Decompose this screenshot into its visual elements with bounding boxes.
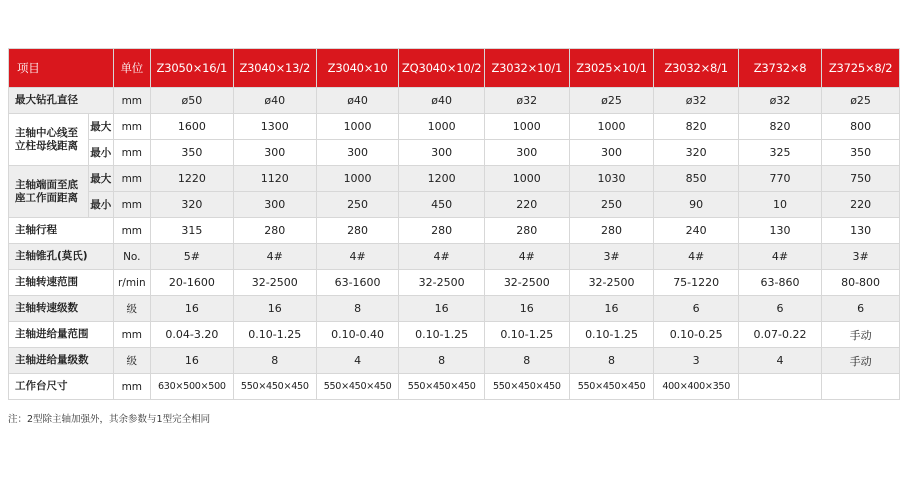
value-cell: 6 — [654, 296, 739, 322]
sub-label: 最小 — [88, 140, 113, 166]
value-cell: 280 — [484, 218, 569, 244]
table-row — [9, 374, 900, 400]
value-cell: 63-1600 — [316, 270, 399, 296]
value-cell: ø50 — [150, 88, 233, 114]
value-cell: 20-1600 — [150, 270, 233, 296]
header-model: Z3040×10 — [316, 49, 399, 88]
row-label: 主轴进给量范围 — [9, 322, 114, 348]
header-model: Z3732×8 — [738, 49, 821, 88]
row-label: 主轴行程 — [9, 218, 114, 244]
value-cell: 1220 — [150, 166, 233, 192]
value-cell: 16 — [484, 296, 569, 322]
value-cell — [822, 374, 900, 400]
value-cell: 450 — [399, 192, 485, 218]
value-cell: 4# — [233, 244, 316, 270]
value-cell: 0.10-0.40 — [316, 322, 399, 348]
value-cell — [738, 374, 821, 400]
value-cell: 32-2500 — [569, 270, 654, 296]
header-unit: 单位 — [113, 49, 150, 88]
table-row — [9, 88, 900, 114]
value-cell: 0.07-0.22 — [738, 322, 821, 348]
value-cell: 1120 — [233, 166, 316, 192]
value-cell: 280 — [316, 218, 399, 244]
value-cell: 8 — [484, 348, 569, 374]
spec-table-wrapper — [8, 48, 900, 400]
table-row — [9, 218, 900, 244]
row-label: 主轴进给量级数 — [9, 348, 114, 374]
header-item: 项目 — [9, 49, 114, 88]
value-cell: 1000 — [569, 114, 654, 140]
value-cell: 800 — [822, 114, 900, 140]
value-cell: 3# — [569, 244, 654, 270]
row-label: 最大钻孔直径 — [9, 88, 114, 114]
header-model: Z3025×10/1 — [569, 49, 654, 88]
table-row — [9, 348, 900, 374]
value-cell: 3# — [822, 244, 900, 270]
value-cell: 130 — [738, 218, 821, 244]
header-model: Z3032×8/1 — [654, 49, 739, 88]
header-model: Z3040×13/2 — [233, 49, 316, 88]
value-cell: 1000 — [316, 166, 399, 192]
sub-label: 最小 — [88, 192, 113, 218]
table-row — [9, 140, 900, 166]
header-row — [9, 49, 900, 88]
value-cell: 8 — [316, 296, 399, 322]
value-cell: 80-800 — [822, 270, 900, 296]
row-label: 主轴端面至底座工作面距离 — [9, 166, 89, 218]
table-row — [9, 322, 900, 348]
unit-cell: mm — [113, 374, 150, 400]
unit-cell: r/min — [113, 270, 150, 296]
value-cell: 16 — [569, 296, 654, 322]
value-cell: 4# — [316, 244, 399, 270]
value-cell: 4 — [316, 348, 399, 374]
value-cell: 750 — [822, 166, 900, 192]
value-cell: ø40 — [316, 88, 399, 114]
value-cell: 300 — [484, 140, 569, 166]
unit-cell: mm — [113, 166, 150, 192]
table-row — [9, 114, 900, 140]
unit-cell: mm — [113, 218, 150, 244]
value-cell: 820 — [654, 114, 739, 140]
value-cell: 5# — [150, 244, 233, 270]
value-cell: 32-2500 — [484, 270, 569, 296]
sub-label: 最大 — [88, 166, 113, 192]
value-cell: 63-860 — [738, 270, 821, 296]
unit-cell: 级 — [113, 348, 150, 374]
value-cell: 0.10-1.25 — [569, 322, 654, 348]
value-cell: ø40 — [233, 88, 316, 114]
value-cell: 325 — [738, 140, 821, 166]
value-cell: 280 — [569, 218, 654, 244]
value-cell: 手动 — [822, 348, 900, 374]
value-cell: 1000 — [316, 114, 399, 140]
value-cell: 1300 — [233, 114, 316, 140]
header-model: ZQ3040×10/2 — [399, 49, 485, 88]
value-cell: 300 — [233, 192, 316, 218]
value-cell: 16 — [399, 296, 485, 322]
value-cell: 350 — [822, 140, 900, 166]
value-cell: 820 — [738, 114, 821, 140]
value-cell: 400×400×350 — [654, 374, 739, 400]
value-cell: 90 — [654, 192, 739, 218]
header-model: Z3050×16/1 — [150, 49, 233, 88]
value-cell: ø32 — [738, 88, 821, 114]
value-cell: 1200 — [399, 166, 485, 192]
value-cell: 16 — [233, 296, 316, 322]
value-cell: 280 — [399, 218, 485, 244]
footnote: 注：2型除主轴加强外，其余参数与1型完全相同 — [8, 414, 211, 425]
value-cell: 280 — [233, 218, 316, 244]
value-cell: ø32 — [654, 88, 739, 114]
value-cell: 130 — [822, 218, 900, 244]
value-cell: 850 — [654, 166, 739, 192]
value-cell: 320 — [654, 140, 739, 166]
row-label: 主轴锥孔(莫氏) — [9, 244, 114, 270]
value-cell: 550×450×450 — [233, 374, 316, 400]
value-cell: 220 — [484, 192, 569, 218]
value-cell: 0.10-0.25 — [654, 322, 739, 348]
unit-cell: mm — [113, 114, 150, 140]
value-cell: 630×500×500 — [150, 374, 233, 400]
unit-cell: No. — [113, 244, 150, 270]
value-cell: 6 — [738, 296, 821, 322]
table-row — [9, 270, 900, 296]
value-cell: 32-2500 — [399, 270, 485, 296]
value-cell: 550×450×450 — [399, 374, 485, 400]
value-cell: 8 — [569, 348, 654, 374]
value-cell: 6 — [822, 296, 900, 322]
value-cell: 4 — [738, 348, 821, 374]
value-cell: 770 — [738, 166, 821, 192]
value-cell: 32-2500 — [233, 270, 316, 296]
value-cell: 1030 — [569, 166, 654, 192]
value-cell: 315 — [150, 218, 233, 244]
value-cell: 300 — [399, 140, 485, 166]
unit-cell: mm — [113, 322, 150, 348]
value-cell: 8 — [399, 348, 485, 374]
value-cell: 0.10-1.25 — [399, 322, 485, 348]
row-label: 主轴转速范围 — [9, 270, 114, 296]
value-cell: 3 — [654, 348, 739, 374]
value-cell: 300 — [316, 140, 399, 166]
value-cell: 350 — [150, 140, 233, 166]
table-row — [9, 192, 900, 218]
sub-label: 最大 — [88, 114, 113, 140]
value-cell: ø25 — [822, 88, 900, 114]
header-model: Z3032×10/1 — [484, 49, 569, 88]
value-cell: ø40 — [399, 88, 485, 114]
value-cell: 250 — [569, 192, 654, 218]
value-cell: 1600 — [150, 114, 233, 140]
value-cell: ø32 — [484, 88, 569, 114]
value-cell: 0.10-1.25 — [233, 322, 316, 348]
value-cell: 75-1220 — [654, 270, 739, 296]
row-label: 主轴转速级数 — [9, 296, 114, 322]
header-model: Z3725×8/2 — [822, 49, 900, 88]
value-cell: 16 — [150, 348, 233, 374]
value-cell: 16 — [150, 296, 233, 322]
table-row — [9, 296, 900, 322]
value-cell: 300 — [569, 140, 654, 166]
value-cell: 0.10-1.25 — [484, 322, 569, 348]
value-cell: 1000 — [399, 114, 485, 140]
unit-cell: mm — [113, 192, 150, 218]
value-cell: 0.04-3.20 — [150, 322, 233, 348]
unit-cell: mm — [113, 88, 150, 114]
value-cell: 8 — [233, 348, 316, 374]
value-cell: 手动 — [822, 322, 900, 348]
unit-cell: mm — [113, 140, 150, 166]
value-cell: 4# — [654, 244, 739, 270]
value-cell: ø25 — [569, 88, 654, 114]
value-cell: 10 — [738, 192, 821, 218]
value-cell: 220 — [822, 192, 900, 218]
table-row — [9, 244, 900, 270]
value-cell: 240 — [654, 218, 739, 244]
unit-cell: 级 — [113, 296, 150, 322]
value-cell: 550×450×450 — [316, 374, 399, 400]
value-cell: 4# — [484, 244, 569, 270]
value-cell: 550×450×450 — [484, 374, 569, 400]
value-cell: 4# — [738, 244, 821, 270]
value-cell: 550×450×450 — [569, 374, 654, 400]
value-cell: 300 — [233, 140, 316, 166]
table-row — [9, 166, 900, 192]
value-cell: 1000 — [484, 114, 569, 140]
row-label: 主轴中心线至立柱母线距离 — [9, 114, 89, 166]
spec-table — [8, 48, 900, 400]
value-cell: 250 — [316, 192, 399, 218]
value-cell: 320 — [150, 192, 233, 218]
value-cell: 1000 — [484, 166, 569, 192]
row-label: 工作台尺寸 — [9, 374, 114, 400]
value-cell: 4# — [399, 244, 485, 270]
